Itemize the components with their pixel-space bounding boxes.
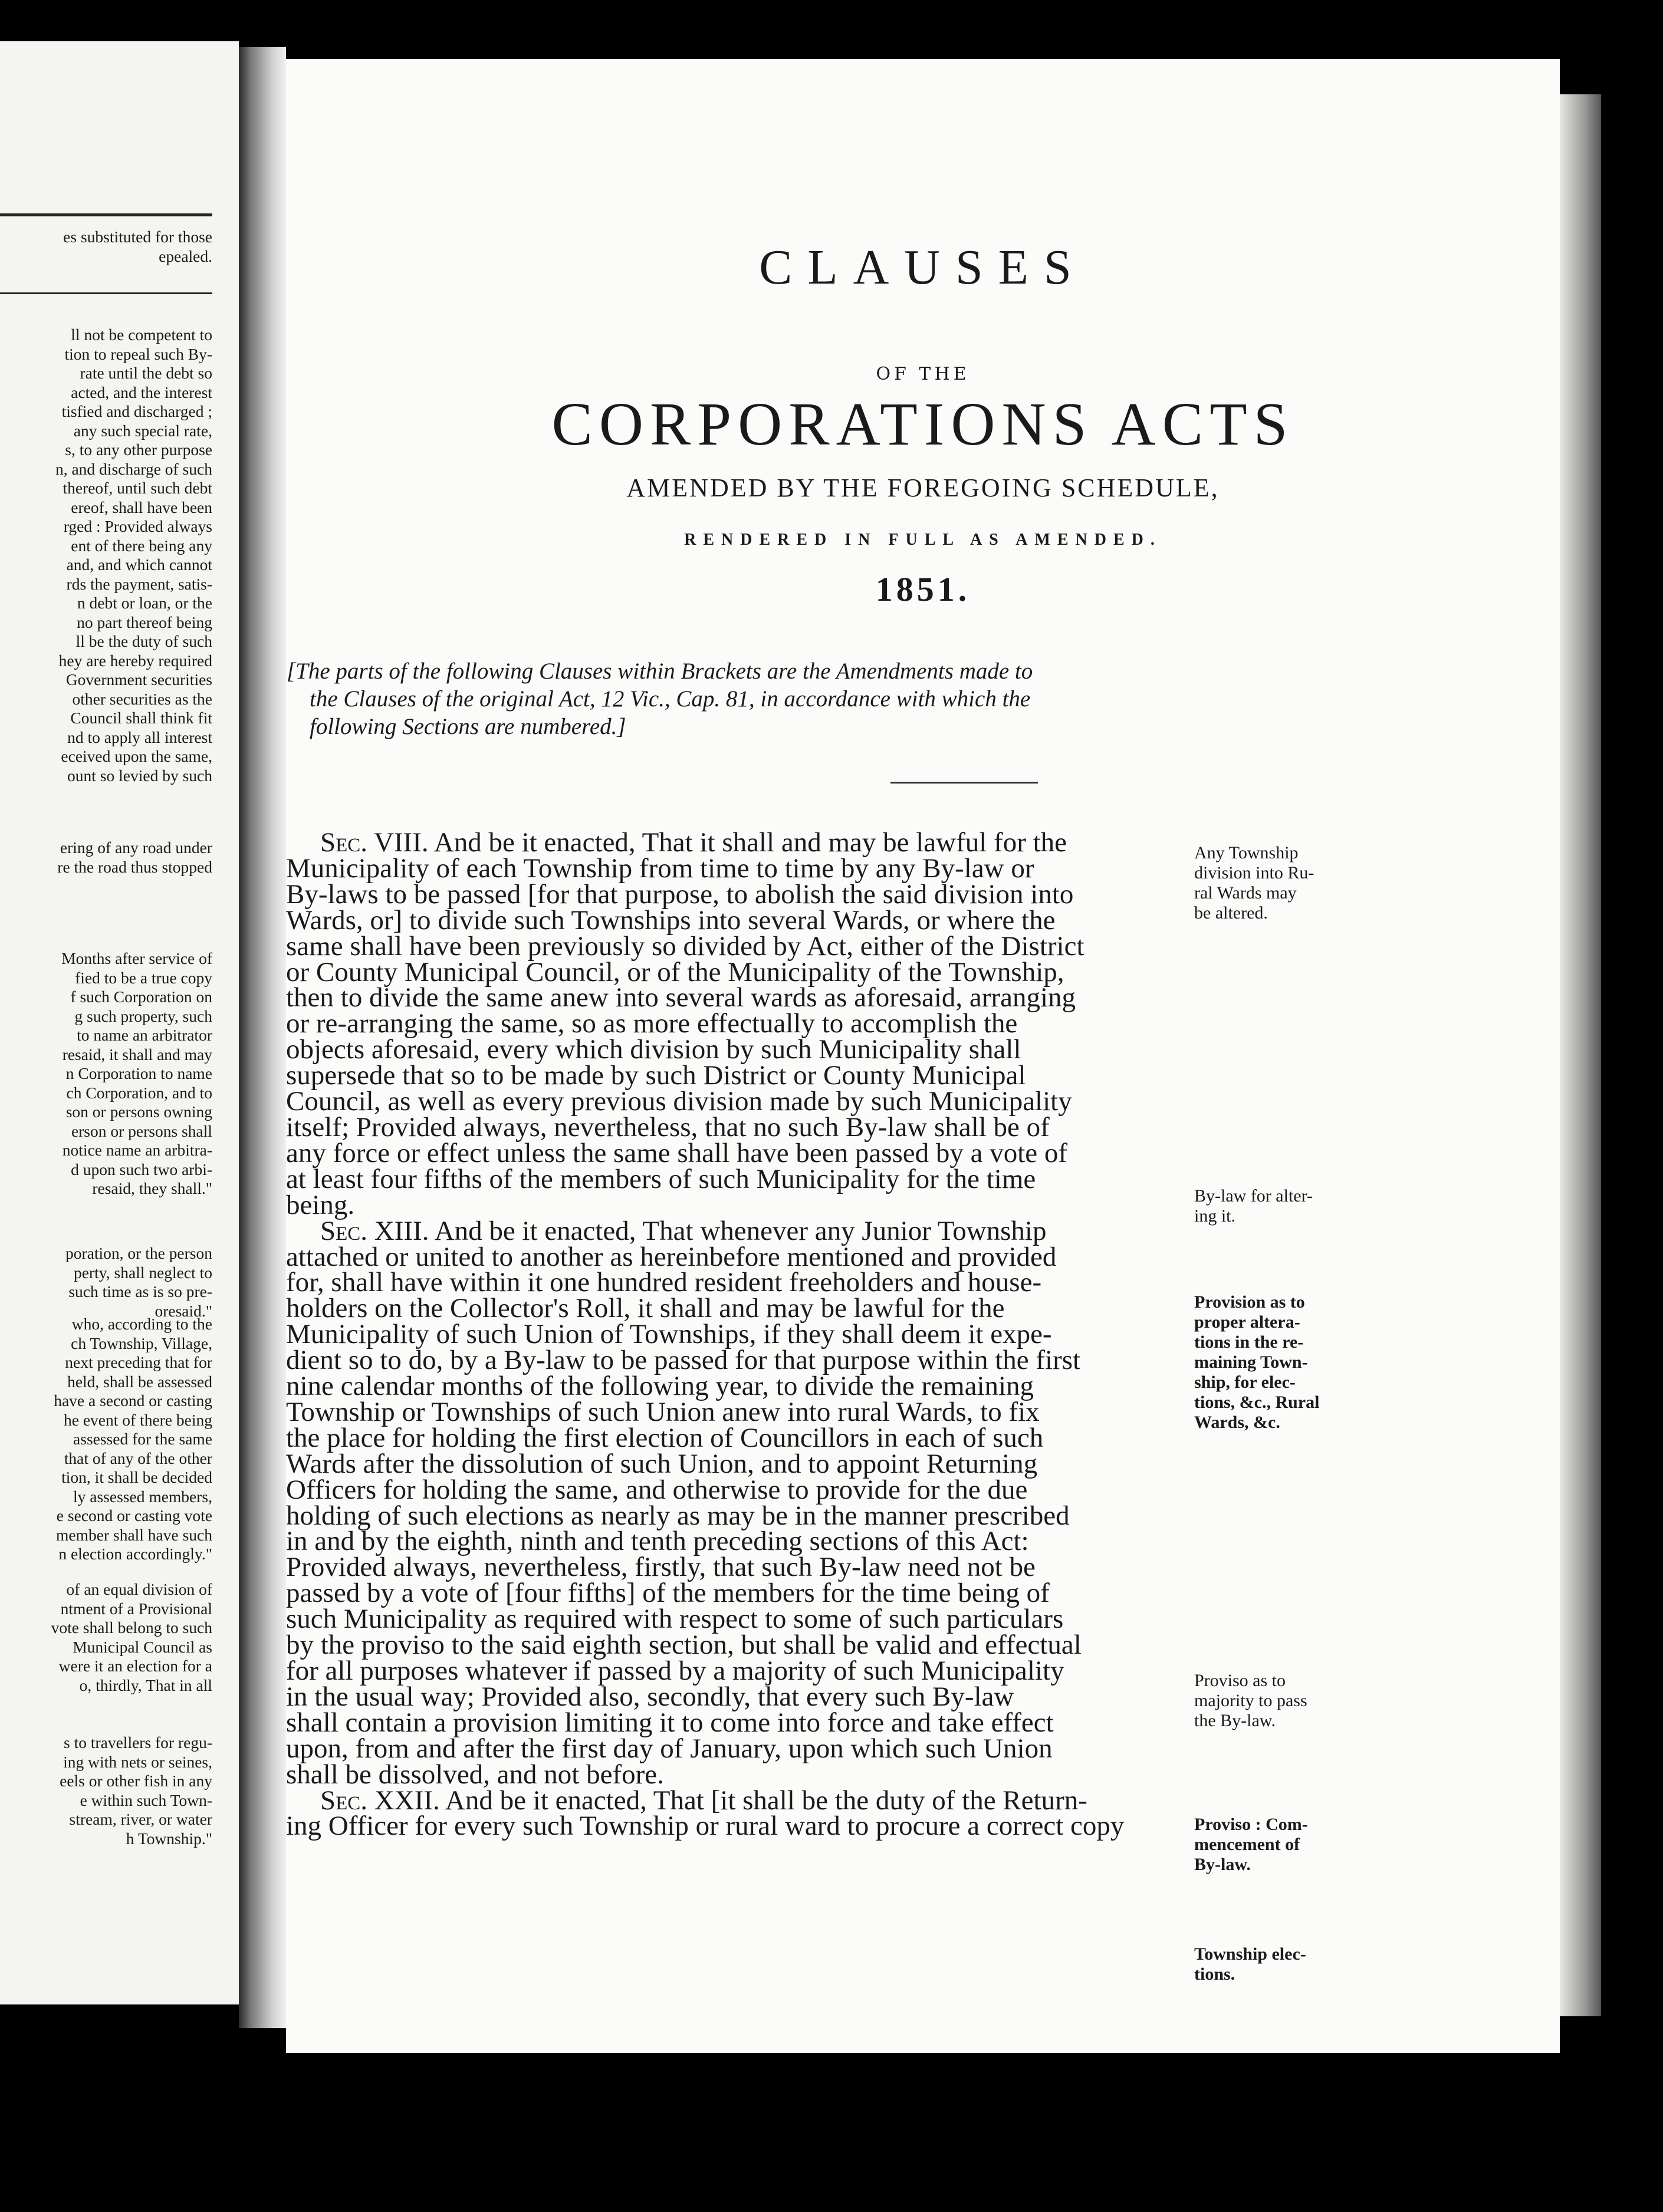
margin-note: Township elec- tions. [1194, 1944, 1306, 1984]
section-heading: Sec. XIII. [320, 1215, 429, 1246]
left-page-text-block: ering of any road under re the road thus stopped [57, 838, 212, 876]
left-page-text-block: Months after service of fied to be a true copy f such Corporation on g such property, such to name an arbitrator resaid, it shall and may n Corporation to name ch Corporation, and to son or persons owning erson or persons shall notice name an arbitra- d upon such two arbi- resaid, they shall." [61, 949, 212, 1197]
heading-amended-by: AMENDED BY THE FOREGOING SCHEDULE, [626, 473, 1220, 502]
right-page [286, 59, 1560, 2053]
left-page-text-block: poration, or the person perty, shall neglect to such time as is so pre- oresaid." [65, 1244, 212, 1320]
section-heading: Sec. VIII. [320, 827, 429, 858]
left-page-rule [0, 213, 212, 216]
section-text: And be it enacted, That [it shall be the duty of the Return- ing Officer for every such Township or rural ward to procure a correct copy [286, 1785, 1125, 1842]
left-page [0, 41, 239, 2004]
bracket-note: [The parts of the following Clauses within Brackets are the Amendments made to the Clauses of the original Act, 12 Vic., Cap. 81, in accordance with which the following Sections are numbered.] [287, 659, 1033, 739]
section-heading: Sec. XXII. [320, 1785, 440, 1816]
section-viii [286, 827, 1084, 1220]
book-gutter [239, 47, 286, 2028]
section-xxii [286, 1785, 1124, 1842]
left-page-text-block: who, according to the ch Township, Village, next preceding that for held, shall be assessed have a second or casting he event of there being assessed for the same that of any of the other tion, it shall be decided ly assessed members, e second or casting vote member shall have such n election accordingly." [54, 1315, 212, 1563]
heading-year: 1851. [875, 570, 971, 608]
left-page-text-block: es substituted for those epealed. [63, 228, 212, 265]
margin-note: Proviso as to majority to pass the By-law. [1194, 1671, 1307, 1730]
section-text: And be it enacted, That whenever any Junior Township attached or united to another as hereinbefore mentioned and provided for, shall have within it one hundred resident freeholders and house- holders on the Collector's Roll, it shall and may be lawful for the Municipality of such Union of Townships, if they shall deem it expe- dient so to do, by a By-law to be passed for that purpose within the first nine calendar months of the following year, to divide the remaining Township or Townships of such Union anew into rural Wards, to fix the place for holding the first election of Councillors in each of such Wards after the dissolution of such Union, and to appoint Returning Officers for holding the same, and otherwise to provide for the due holding of such elections as nearly as may be in the manner prescribed in and by the eighth, ninth and tenth preceding sections of this Act: Provided always, nevertheless, firstly, that such By-law need not be passed by a vote of [four fifths] of the members for the time being of such Municipality as required with respect to some of such particulars by the proviso to the said eighth section, but shall be valid and effectual for all purposes whatever if passed by a majority of such Municipality in the usual way; Provided also, secondly, that every such By-law shall contain a provision limiting it to come into force and take effect upon, from and after the first day of January, upon which such Union shall be dissolved, and not before. [286, 1215, 1082, 1790]
divider-rule [890, 782, 1038, 784]
left-page-text-block: ll not be competent to tion to repeal such By- rate until the debt so acted, and the interest tisfied and discharged ; any such special rate, s, to any other purpose n, and discharge of such thereof, until such debt ereof, shall have been rged : Provided always ent of there being any and, and which cannot rds the payment, satis- n debt or loan, or the no part thereof being ll be the duty of such hey are hereby required Government securities other securities as the Council shall think fit nd to apply all interest eceived upon the same, ount so levied by such [55, 325, 212, 785]
sections-body [286, 827, 1560, 1842]
left-page-text-block: s to travellers for regu- ing with nets or seines, eels or other fish in any e within such Town- stream, river, or water h Township." [60, 1733, 212, 1848]
left-page-rule [0, 292, 212, 294]
heading-corporations-acts: CORPORATIONS ACTS [551, 390, 1294, 458]
section-text: And be it enacted, That it shall and may be lawful for the Municipality of each Township from time to time by any By-law or By-laws to be passed [for that purpose, to abolish the said division into Wards, or] to divide such Townships into several Wards, or where the same shall have been previously so divided by Act, either of the District or County Municipal Council, or of the Municipality of the Township, then to divide the same anew into several wards as aforesaid, arranging or re-arranging the same, so as more effectually to accomplish the objects aforesaid, every which division by such Municipality shall supersede that so to be made by such District or County Municipal Council, as well as every previous division made by such Municipality itself; Provided always, nevertheless, that no such By-law shall be of any force or effect unless the same shall have been passed by a vote of at least four fifths of the members of such Municipality for the time being. [286, 827, 1084, 1220]
page-edge [1560, 94, 1601, 2016]
margin-note: Any Township division into Ru- ral Wards may be altered. [1194, 843, 1314, 923]
left-page-text-block: of an equal division of ntment of a Provisional vote shall belong to such Municipal Council as were it an election for a o, thirdly, That in all [51, 1580, 212, 1694]
section-xiii [286, 1216, 1082, 1790]
heading-of-the: OF THE [876, 364, 970, 384]
margin-note: Proviso : Com- mencement of By-law. [1194, 1815, 1308, 1874]
margin-note: By-law for alter- ing it. [1194, 1186, 1313, 1226]
heading-rendered: RENDERED IN FULL AS AMENDED. [684, 531, 1162, 549]
heading-clauses: CLAUSES [759, 240, 1087, 295]
margin-note: Provision as to proper altera- tions in the re- maining Town- ship, for elec- tions, &c., Rural Wards, &c. [1194, 1292, 1320, 1432]
